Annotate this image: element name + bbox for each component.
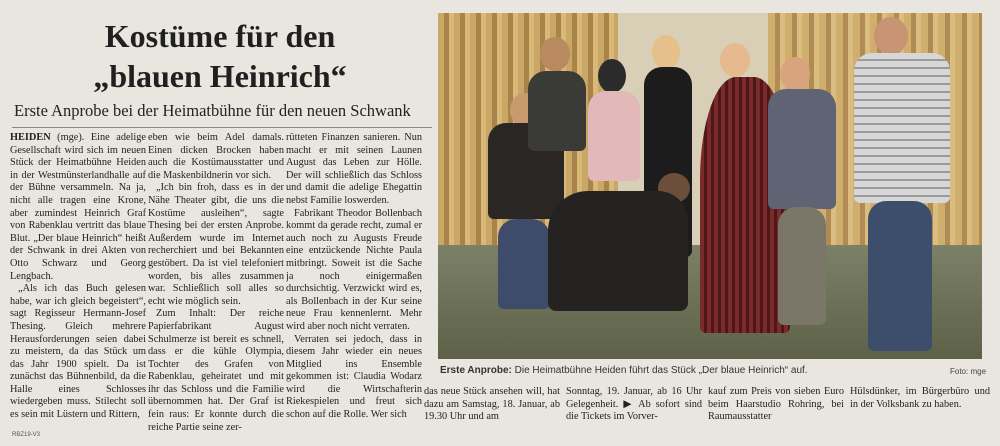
bottom-column-2: Sonntag, 19. Januar, ab 16 Uhr Gelegenheit. ▶ Ab sofort sind die Tickets im Vorver-: [566, 386, 702, 423]
column-2-paragraph-3: Zum Inhalt: Der reiche Papierfabrikant August Schulmerze ist bereit es schnell, dass er die kühle Olympia, Tochter des Grafen von Rabenklau, geheiratet und mit ihr das Schloss und die Familie übernommen hat. Der Graf ist fein raus: Er konnte durch die reiche Partie seine zer-: [148, 308, 284, 433]
bottom-column-1: das neue Stück ansehen will, hat dazu am Samstag, 18. Januar, ab 19.30 Uhr und am: [424, 386, 560, 423]
dateline: HEIDEN: [10, 132, 51, 143]
divider: [12, 127, 432, 128]
column-3-paragraph-3: Verraten sei jedoch, dass in diesem Jahr wieder ein neues Mitglied ins Ensemble gekommen ist: Claudia Wodarz wird die Wirtschafterin Riekespielen und freut sich schon auf die Rolle. Wer sich: [286, 333, 422, 421]
column-2-paragraph-2: „Ich bin froh, dass es in der Nähe Theater gibt, die uns die Kostüme ausleihen“, sagte Thesing bei der ersten Anprobe. Außerdem wurde im Internet recherchiert und bei Bekannten gestöbert. Da ist viel telefoniert worden, bis alles zusammen war. Schließlich soll alles so echt wie möglich sein.: [148, 182, 284, 307]
column-1-paragraph-2: „Als ich das Buch gelesen habe, war ich gleich begeistert“, sagt Regisseur Hermann-Josef Thesing. Gleich mehrere Herausforderungen seien dabei zu meistern, da das Stück um das Jahr 1900 spielt. Da ist zunächst das Bühnenbild, da die Halle eines Schlosses wiedergeben muss. Stilecht soll es sein mit Lüstern und Rittern,: [10, 283, 146, 421]
column-2-paragraph-1: eben wie beim Adel damals. Einen dicken Brocken haben auch die Kostümausstatter und die Maskenbildnerin vor sich.: [148, 132, 284, 181]
photo-credit: Foto: mge: [950, 367, 987, 376]
subheadline: Erste Anprobe bei der Heimatbühne für den neuen Schwank: [14, 101, 411, 120]
article-column-1: [10, 132, 146, 438]
column-3-paragraph-2: Fabrikant Theodor Bollenbach kommt da gerade recht, zumal er auch noch zu Augusts Freude eine entzückende Nichte Paula mitbringt. Soweit ist die Sache ja noch einigermaßen durchsichtig. Verzwickt wird es, als Bollenbach in der Kur seine neue Frau kennenlernt. Mehr wird aber noch nicht verraten.: [286, 207, 422, 332]
article-column-3: [286, 132, 422, 434]
caption-label: Erste Anprobe:: [440, 365, 512, 376]
article-column-2: [148, 132, 284, 438]
bottom-column-4: Hülsdünker, im Bürgerbüro und in der Volksbank zu haben.: [850, 386, 990, 410]
page-footer-code: RBZ19-V3: [12, 432, 41, 438]
headline-line-1: Kostüme für den: [104, 18, 336, 54]
caption-text: Die Heimatbühne Heiden führt das Stück „Der blaue Heinrich“ auf.: [511, 365, 808, 376]
headline-line-2: „blauen Heinrich“: [93, 58, 347, 94]
bottom-column-3: kauf zum Preis von sieben Euro beim Haarstudio Rohring, bei Raumausstatter: [708, 386, 844, 423]
article-photo: [438, 13, 982, 359]
photo-caption: [440, 365, 808, 376]
column-1-paragraph-1: (mge). Eine adelige Gesellschaft wird sich im neuen Stück der Heimatbühne Heiden in der Westmünsterlandhalle auf der Bühne versammeln. Na ja, nicht alle tragen eine Krone, aber zumindest Heinrich Graf von Rabenklau vertritt das blaue Blut. „Der blaue Heinrich“ heißt der Schwank in drei Akten von Otto Schwarz und Georg Lengbach.: [10, 132, 146, 282]
headline: [10, 16, 430, 96]
column-3-paragraph-1: rütteten Finanzen sanieren. Nun macht er mit seinen Launen August das Leben zur Hölle. Der will schließlich das Schloss und damit die adelige Ehegattin nebst Familie loswerden.: [286, 132, 422, 206]
